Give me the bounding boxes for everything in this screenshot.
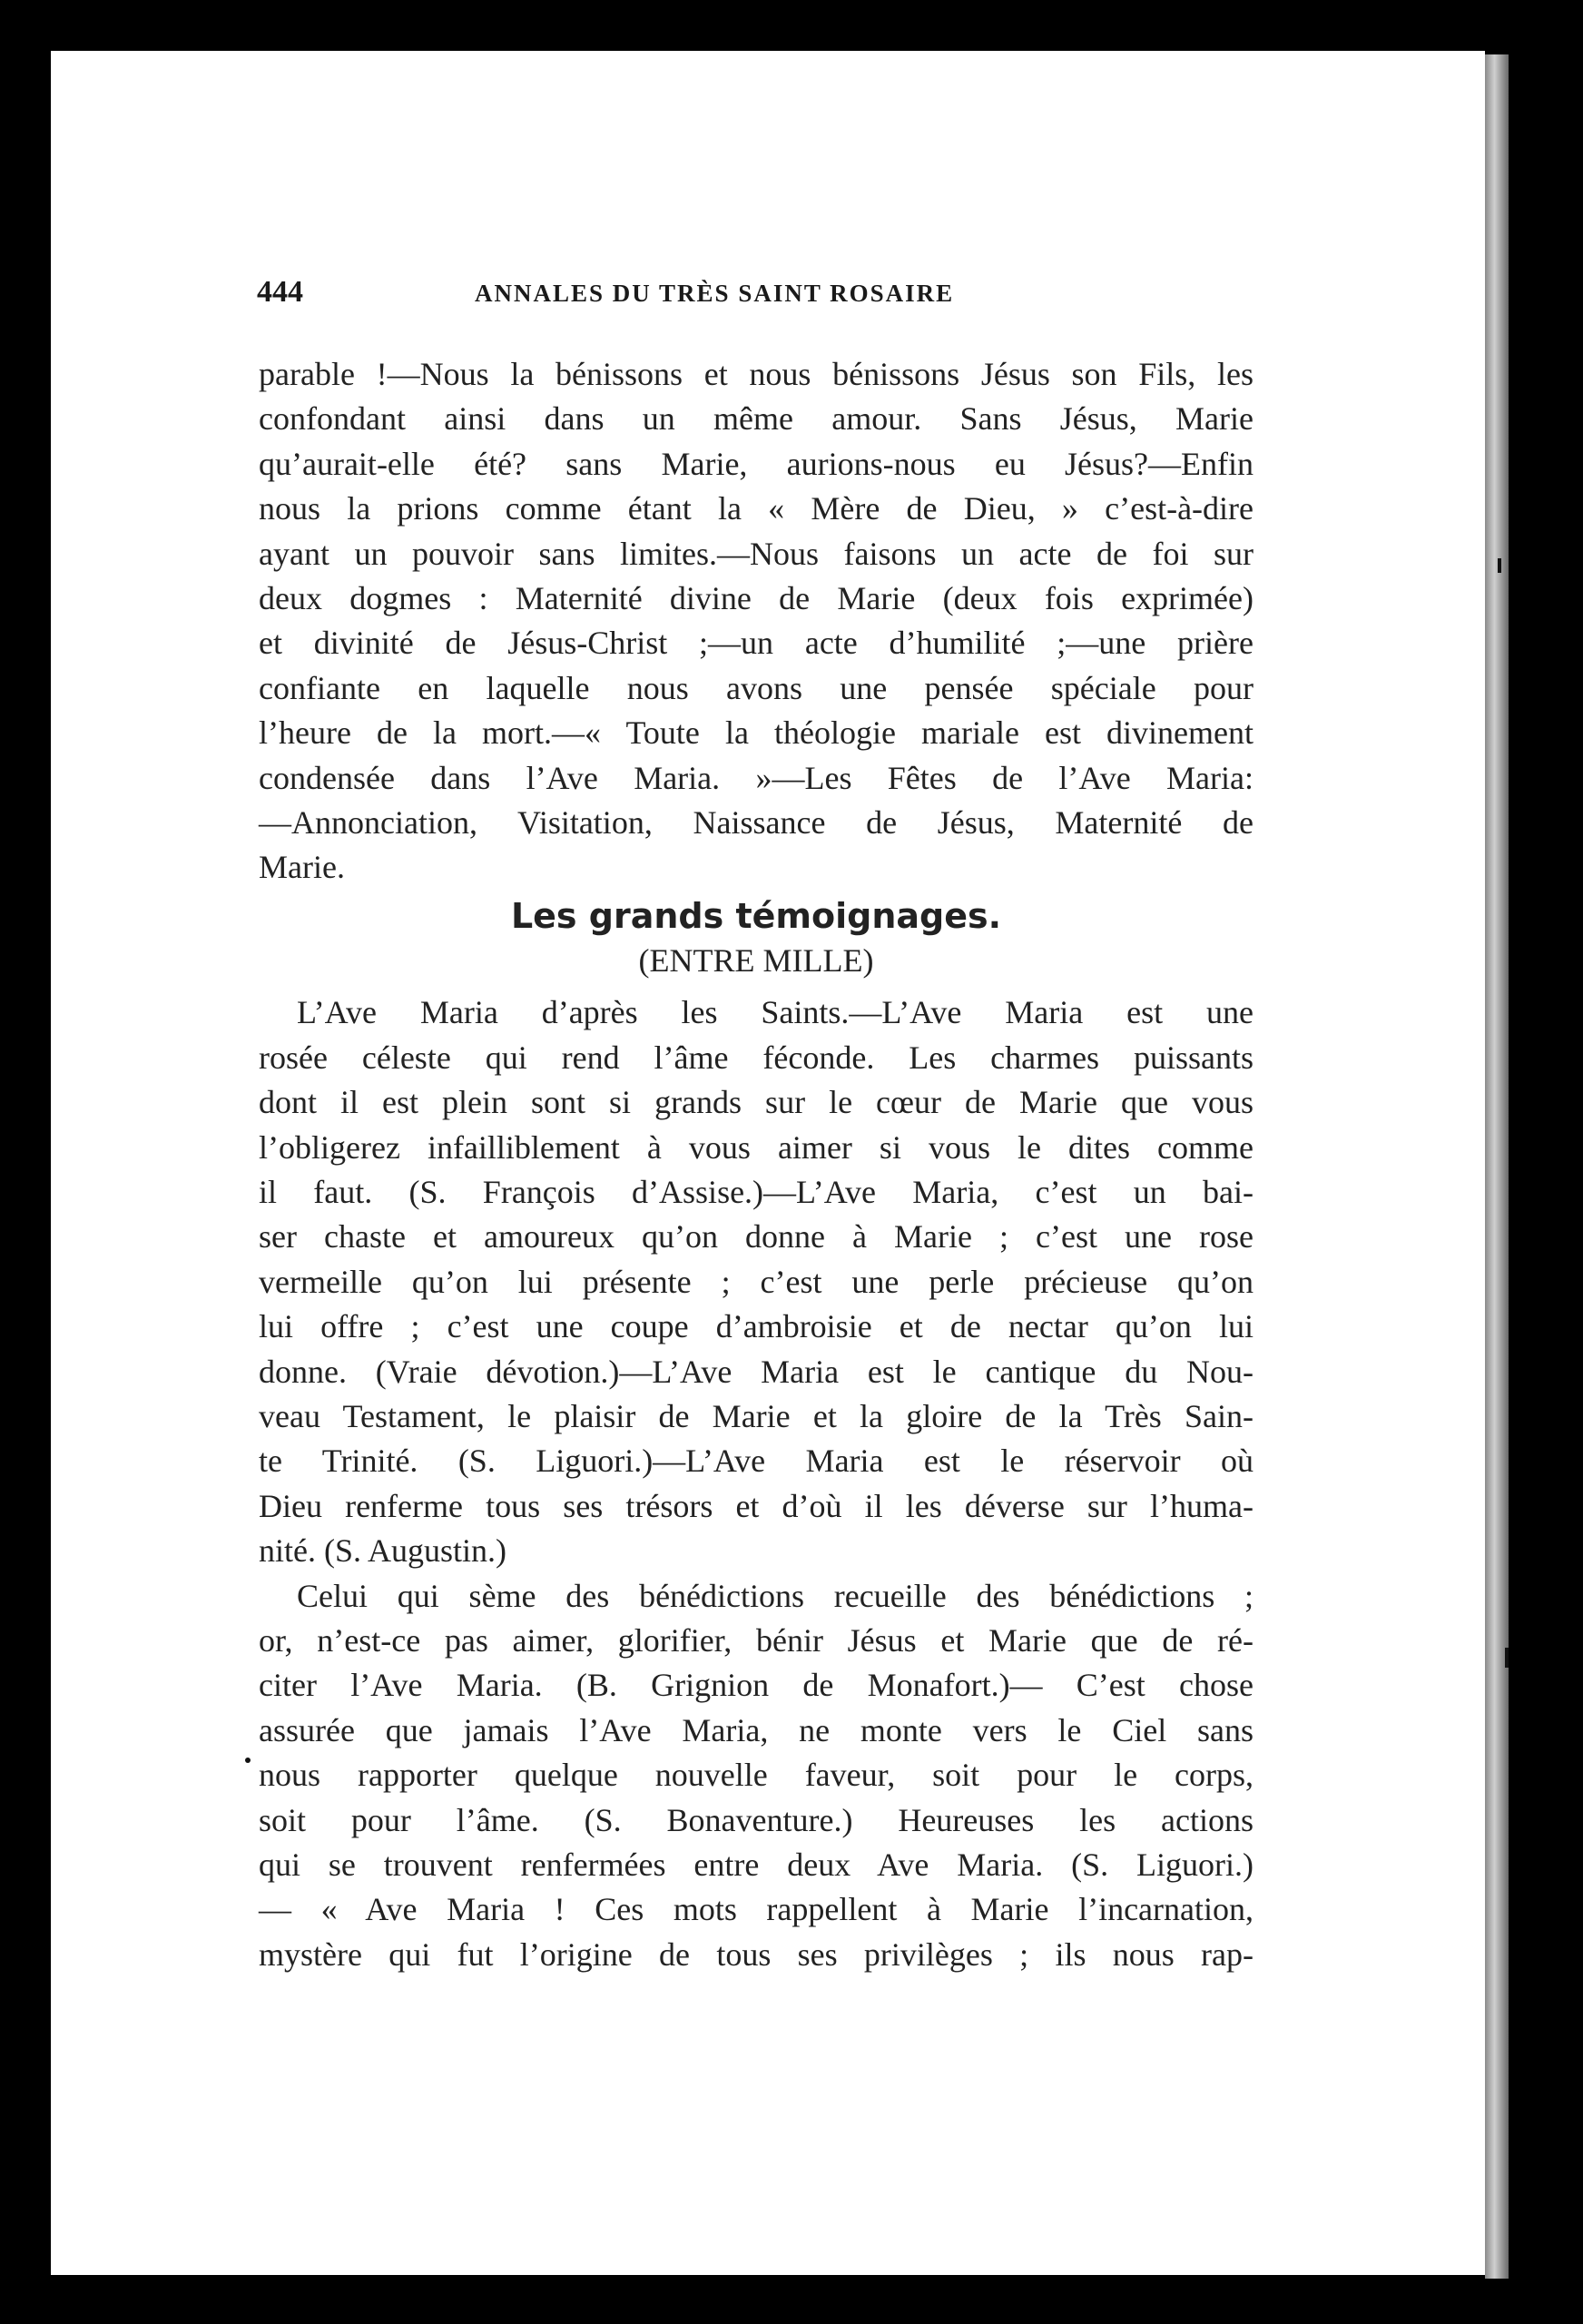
text-line: mystère qui fut l’origine de tous ses privilèges ; ils nous rap- (259, 1935, 1254, 1973)
text-line: —Annonciation, Visitation, Naissance de Jésus, Maternité de (259, 803, 1254, 841)
page-number: 444 (257, 275, 303, 309)
text-line: dont il est plein sont si grands sur le cœur de Marie que vous (259, 1084, 1254, 1121)
text-line: rosée céleste qui rend l’âme féconde. Les charmes puissants (259, 1039, 1254, 1076)
text-line: qui se trouvent renfermées entre deux Ave Maria. (S. Liguori.) (259, 1846, 1254, 1883)
text-line: condensée dans l’Ave Maria. »—Les Fêtes de l’Ave Maria: (259, 759, 1254, 796)
text-line: lui offre ; c’est une coupe d’ambroisie et de nectar qu’on lui (259, 1308, 1254, 1345)
page-body (259, 352, 1254, 1977)
text-line: L’Ave Maria d’après les Saints.—L’Ave Maria est une (297, 994, 1254, 1031)
section-title: Les grands témoignages. (510, 895, 1002, 936)
running-head: ANNALES DU TRÈS SAINT ROSAIRE (475, 280, 955, 307)
text-line: citer l’Ave Maria. (B. Grignion de Monafort.)— C’est chose (259, 1667, 1254, 1704)
text-line: or, n’est-ce pas aimer, glorifier, bénir Jésus et Marie que de ré- (259, 1621, 1254, 1659)
book-spine-edge (1485, 54, 1509, 2279)
text-line: deux dogmes : Maternité divine de Marie (deux fois exprimée) (259, 579, 1254, 616)
section-subtitle: (ENTRE MILLE) (638, 942, 874, 980)
text-line: l’heure de la mort.—« Toute la théologie mariale est divinement (259, 714, 1254, 752)
scan-border (1509, 0, 1583, 2324)
text-line: et divinité de Jésus-Christ ;—un acte d’humilité ;—une prière (259, 625, 1254, 662)
text-line: parable !—Nous la bénissons et nous bénissons Jésus son Fils, les (259, 356, 1254, 392)
text-line: il faut. (S. François d’Assise.)—L’Ave Maria, c’est un bai- (259, 1174, 1254, 1211)
margin-dot (245, 1758, 251, 1763)
text-line: donne. (Vraie dévotion.)—L’Ave Maria est le cantique du Nou- (259, 1353, 1254, 1390)
text-line: te Trinité. (S. Liguori.)—L’Ave Maria est le réservoir où (259, 1443, 1254, 1480)
text-line: Marie. (259, 849, 345, 886)
text-line: qu’aurait-elle été? sans Marie, aurions-nous eu Jésus?—Enfin (259, 445, 1254, 482)
text-line: — « Ave Maria ! Ces mots rappellent à Marie l’incarnation, (259, 1891, 1254, 1928)
text-line: Dieu renferme tous ses trésors et d’où il les déverse sur l’huma- (259, 1487, 1254, 1524)
text-line: nité. (S. Augustin.) (259, 1532, 507, 1570)
text-line: Celui qui sème des bénédictions recueille des bénédictions ; (297, 1577, 1254, 1614)
text-line: soit pour l’âme. (S. Bonaventure.) Heureuses les actions (259, 1801, 1254, 1838)
text-line: l’obligerez infailliblement à vous aimer si vous le dites comme (259, 1128, 1254, 1166)
text-line: confondant ainsi dans un même amour. Sans Jésus, Marie (259, 400, 1254, 438)
scan-speck (1505, 1648, 1509, 1668)
text-line: nous la prions comme étant la « Mère de Dieu, » c’est-à-dire (259, 490, 1254, 527)
text-line: ser chaste et amoureux qu’on donne à Marie ; c’est une rose (259, 1218, 1254, 1256)
scan-speck (1498, 558, 1501, 573)
text-line: assurée que jamais l’Ave Maria, ne monte vers le Ciel sans (259, 1711, 1254, 1748)
page-header (257, 275, 1255, 311)
text-line: nous rapporter quelque nouvelle faveur, soit pour le corps, (259, 1757, 1254, 1794)
text-line: vermeille qu’on lui présente ; c’est une perle précieuse qu’on (259, 1263, 1254, 1300)
text-line: ayant un pouvoir sans limites.—Nous faisons un acte de foi sur (259, 535, 1254, 572)
text-line: veau Testament, le plaisir de Marie et la gloire de la Très Sain- (259, 1397, 1254, 1434)
text-line: confiante en laquelle nous avons une pensée spéciale pour (259, 669, 1254, 706)
